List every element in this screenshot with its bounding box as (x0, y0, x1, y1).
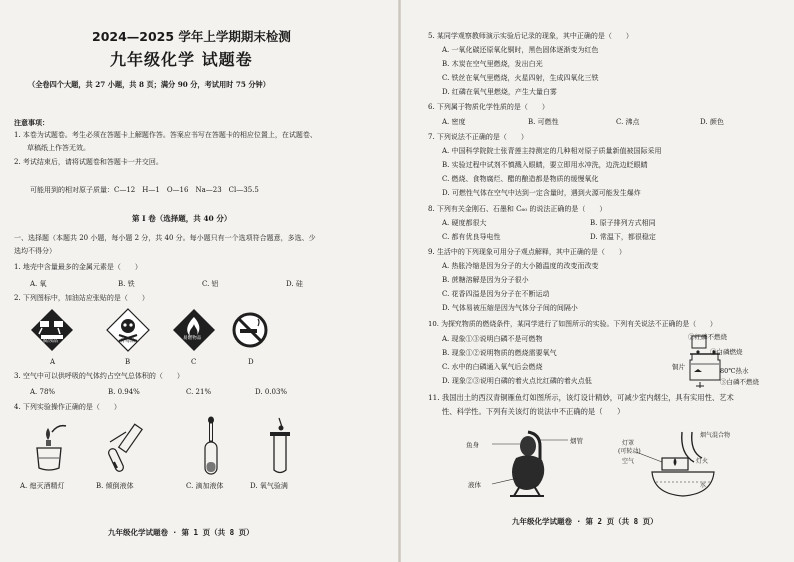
q9-option-a: A. 热胀冷缩是因为分子的大小随温度的改变而改变 (442, 262, 599, 270)
flammable-sign-text: 易燃物品 (183, 336, 202, 341)
oxygen-test-icon (262, 416, 298, 478)
q4-option-b: B. 倾倒液体 (96, 482, 134, 490)
fig11-label-liquid: 液体 (468, 481, 481, 489)
q2-label-c: C (191, 358, 197, 366)
q1-option-b: B. 铁 (118, 280, 135, 288)
question-7: 7. 下列说法不正确的是（ ） (428, 133, 528, 141)
q8-option-b: B. 原子排列方式相同 (590, 219, 656, 227)
q2-label-d: D (248, 358, 254, 366)
question-10: 10. 为探究物质的燃烧条件，某同学进行了如图所示的实验。下列有关说法不正确的是（ ） (428, 320, 717, 328)
fig10-label-white-p-water: ③白磷不燃烧 (720, 378, 759, 386)
fig11-label-flame: 灯火 (696, 458, 709, 465)
q5-option-d: D. 红磷在氧气里燃烧，产生大量白雾 (442, 88, 557, 96)
q7-option-a: A. 中国科学院院士张青莲主持测定的几种相对原子质量新值被国际采用 (442, 147, 662, 155)
q4-option-a: A. 熄灭酒精灯 (20, 482, 65, 490)
q9-option-b: B. 蔗糖溶解是因为分子很小 (442, 276, 529, 284)
question-6: 6. 下列属于物质化学性质的是（ ） (428, 103, 549, 111)
q6-option-b: B. 可燃性 (528, 118, 559, 126)
fig11-label-smoke-pipe: 烟管 (570, 437, 583, 445)
fig11-label-rotatable: (可转动) (618, 448, 641, 455)
q1-option-d: D. 硅 (286, 280, 303, 288)
q7-option-c: C. 燃烧、食物腐烂、醋的酿造都是物质的缓慢氧化 (442, 175, 599, 183)
flammable-sign-icon (172, 308, 216, 352)
notice-2: 2. 考试结束后，请将试题卷和答题卡一并交回。 (14, 158, 163, 166)
q10-option-a: A. 现象①③说明白磷不是可燃物 (442, 335, 543, 343)
fig11-label-lampshade: 灯罩 (622, 440, 635, 447)
exam-info: （全卷四个大题，共 27 小题，共 8 页；满分 90 分，考试用时 75 分钟） (28, 80, 270, 89)
part-1-heading: 第 Ⅰ 卷（选择题，共 40 分） (132, 214, 232, 223)
exam-subtitle: 九年级化学 试题卷 (110, 50, 253, 69)
fig11-label-water: 水 (700, 482, 707, 489)
q1-option-a: A. 氧 (30, 280, 47, 288)
q6-option-a: A. 密度 (442, 118, 466, 126)
q1-option-c: C. 铝 (202, 280, 219, 288)
question-8: 8. 下列有关金刚石、石墨和 C₆₀ 的说法正确的是（ ） (428, 205, 607, 213)
question-9: 9. 生活中的下列现象可用分子观点解释，其中正确的是（ ） (428, 248, 626, 256)
fig10-label-red-p: ②红磷不燃烧 (688, 333, 727, 341)
question-1: 1. 地壳中含量最多的金属元素是（ ） (14, 263, 142, 271)
q2-label-a: A (50, 358, 56, 366)
question-3: 3. 空气中可以供呼吸的气体约占空气总体积的（ ） (14, 372, 184, 380)
q10-option-b: B. 现象①②说明物质的燃烧需要氧气 (442, 349, 557, 357)
page-2 (400, 0, 794, 562)
corrosive-sign-text: 腐蚀品 (43, 338, 59, 344)
fig10-label-white-p: ①白磷燃烧 (710, 348, 743, 356)
q5-option-c: C. 铁丝在氧气里燃烧，火星四射，生成四氧化三铁 (442, 74, 599, 82)
dropper-icon (196, 416, 226, 478)
q7-option-b: B. 实验过程中试剂不慎溅入眼睛，要立即用水冲洗，边洗边眨眼睛 (442, 161, 648, 169)
question-11a: 11. 我国出土的西汉青铜雁鱼灯如图所示，该灯设计精妙，可减少室内烟尘，具有实用性、艺术 (428, 393, 734, 402)
q3-option-b: B. 0.94% (108, 388, 140, 396)
section-1-intro-b: 选均不得分） (14, 247, 56, 255)
question-4: 4. 下列实验操作正确的是（ ） (14, 403, 121, 411)
q5-option-a: A. 一氧化碳还原氧化铜时，黑色固体逐渐变为红色 (442, 46, 599, 54)
q8-option-d: D. 常温下，都很稳定 (590, 233, 656, 241)
q9-option-c: C. 花香四溢是因为分子在不断运动 (442, 290, 550, 298)
notice-1b: 草稿纸上作答无效。 (27, 144, 90, 152)
q8-option-a: A. 硬度都很大 (442, 219, 487, 227)
page-1-footer: 九年级化学试题卷 · 第 1 页（共 8 页） (108, 528, 254, 537)
q6-option-c: C. 沸点 (616, 118, 640, 126)
page-2-footer: 九年级化学试题卷 · 第 2 页（共 8 页） (512, 517, 658, 526)
notice-1a: 1. 本卷为试题卷。考生必须在答题卡上解题作答。答案应书写在答题卡的相应位置上，在试题卷、 (14, 131, 317, 139)
no-smoking-sign-icon (232, 312, 268, 348)
toxic-sign-text: 有毒品 (120, 338, 136, 344)
fig11-label-fish-body: 鱼身 (466, 441, 479, 449)
goose-fish-lamp-icon (490, 428, 580, 500)
question-2: 2. 下列图标中，加油站应张贴的是（ ） (14, 294, 149, 302)
toxic-sign-icon (106, 308, 150, 352)
fig11-label-air: 空气 (622, 458, 635, 465)
pour-liquid-icon (104, 418, 148, 476)
section-1-intro-a: 一、选择题（本题共 20 小题，每小题 2 分，共 40 分。每小题只有一个选项符合题意，多选、少 (14, 234, 316, 242)
q3-option-c: C. 21% (186, 388, 212, 396)
exam-title: 2024—2025 学年上学期期末检测 (92, 29, 291, 44)
fig11-label-smoke-mixture: 烟气混合物 (700, 432, 731, 439)
question-5: 5. 某同学观察教师演示实验后记录的现象，其中正确的是（ ） (428, 32, 633, 40)
fig10-label-hot-water: 80℃热水 (720, 367, 749, 375)
q4-option-c: C. 滴加液体 (186, 482, 224, 490)
q4-option-d: D. 氧气验满 (250, 482, 288, 490)
question-11b: 性、科学性。下列有关该灯的说法中不正确的是（ ） (442, 407, 625, 416)
q7-option-d: D. 可燃性气体在空气中达到一定含量时，遇到火源可能发生爆炸 (442, 189, 641, 197)
q8-option-c: C. 都有优良导电性 (442, 233, 501, 241)
alcohol-lamp-icon (30, 418, 70, 476)
atomic-masses: 可能用到的相对原子质量：C—12 H—1 O—16 Na—23 Cl—35.5 (30, 186, 259, 194)
notice-heading: 注意事项： (14, 118, 49, 127)
corrosive-sign-icon (30, 308, 74, 352)
q5-option-b: B. 木炭在空气里燃烧，发出白光 (442, 60, 543, 68)
fig10-label-copper: 铜片 (672, 363, 685, 371)
q3-option-d: D. 0.03% (255, 388, 288, 396)
q6-option-d: D. 颜色 (700, 118, 724, 126)
q2-label-b: B (125, 358, 131, 366)
q10-option-c: C. 水中的白磷通入氧气后会燃烧 (442, 363, 543, 371)
q10-option-d: D. 现象②③说明白磷的着火点比红磷的着火点低 (442, 377, 592, 385)
q9-option-d: D. 气体易被压缩是因为气体分子间的间隔小 (442, 304, 578, 312)
q3-option-a: A. 78% (30, 388, 56, 396)
